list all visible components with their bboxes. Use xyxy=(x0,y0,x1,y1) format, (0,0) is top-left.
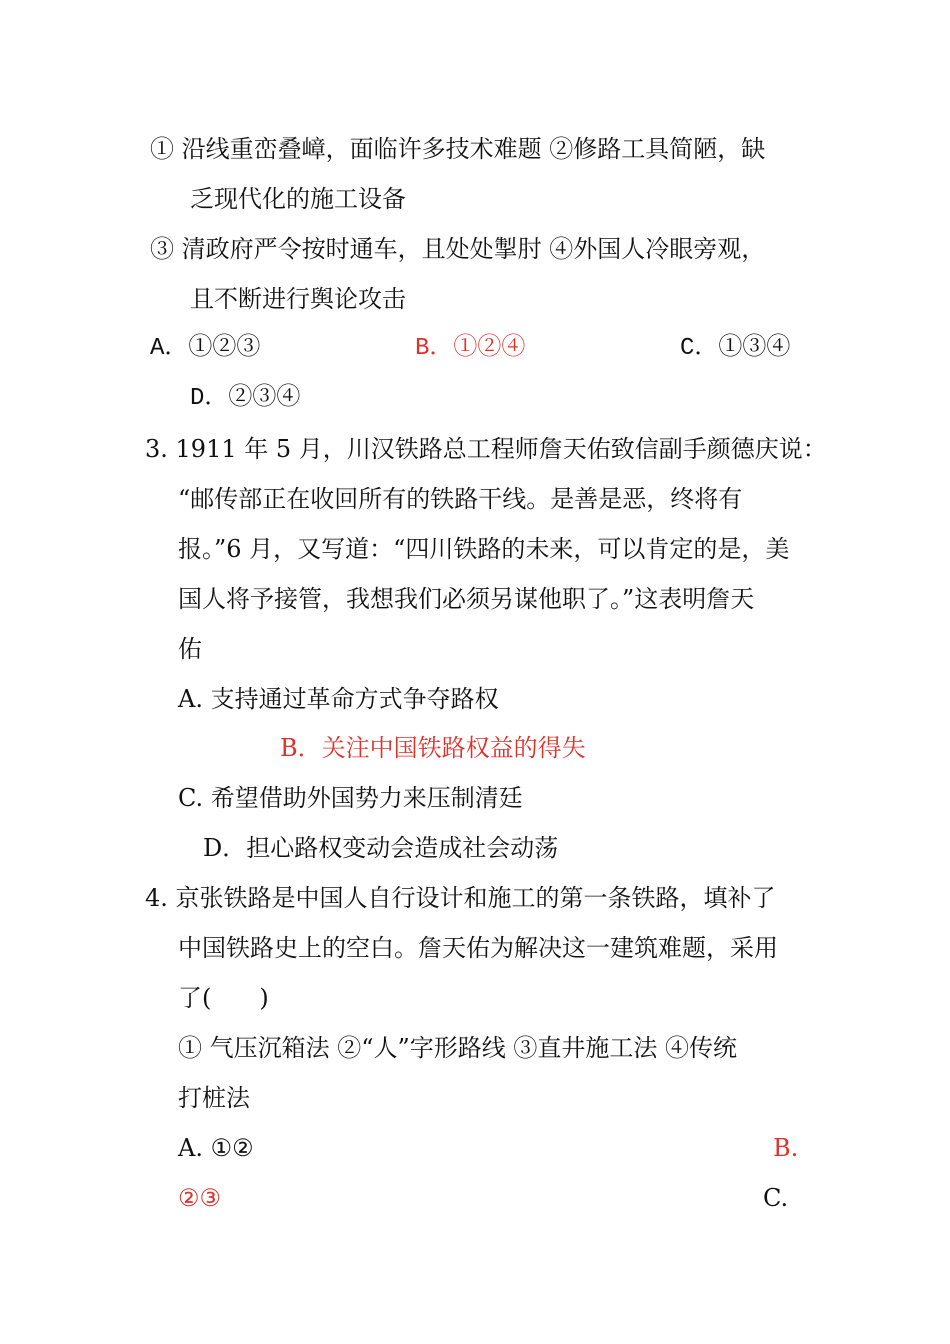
q2-option-a: A．①②③ xyxy=(150,335,261,362)
q3-stem-line-4: 国人将予接管，我想我们必须另谋他职了。”这表明詹天 xyxy=(178,585,755,613)
q3-option-a: A. 支持通过革命方式争夺路权 xyxy=(178,685,499,713)
q4-stem-line-4: ① 气压沉箱法 ②“人”字形路线 ③直井施工法 ④传统 xyxy=(178,1034,738,1062)
q2-option-b-answer: B．①②④ xyxy=(415,335,526,362)
q4-stem-line-1: 4. 京张铁路是中国人自行设计和施工的第一条铁路，填补了 xyxy=(145,884,776,912)
q3-stem-line-1: 3. 1911 年 5 月，川汉铁路总工程师詹天佑致信副手颜德庆说： xyxy=(145,435,827,463)
q3-option-b-answer: B．关注中国铁路权益的得失 xyxy=(280,734,586,762)
q2-stem-line-3: ③ 清政府严令按时通车，且处处掣肘 ④外国人冷眼旁观， xyxy=(150,235,766,263)
q2-stem-line-2: 乏现代化的施工设备 xyxy=(190,185,406,213)
q2-stem-line-1: ① 沿线重峦叠嶂，面临许多技术难题 ②修路工具简陋，缺 xyxy=(150,135,766,163)
q4-option-b-label: B. xyxy=(773,1134,799,1162)
q2-stem-line-4: 且不断进行舆论攻击 xyxy=(190,285,406,313)
q3-option-c: C. 希望借助外国势力来压制清廷 xyxy=(178,784,523,812)
q2-option-c: C．①③④ xyxy=(680,335,791,362)
q4-stem-line-5: 打桩法 xyxy=(178,1084,250,1112)
q3-option-d: D．担心路权变动会造成社会动荡 xyxy=(203,834,559,862)
q2-option-d: D．②③④ xyxy=(190,385,301,412)
q4-stem-line-2: 中国铁路史上的空白。詹天佑为解决这一建筑难题，采用 xyxy=(178,934,778,962)
q4-option-b-value: ②③ xyxy=(178,1184,222,1212)
q3-stem-line-3: 报。”6 月，又写道：“四川铁路的未来，可以肯定的是，美 xyxy=(178,535,790,563)
q4-option-c-label: C. xyxy=(763,1184,789,1212)
q4-stem-line-3: 了( ) xyxy=(178,984,269,1012)
q3-stem-line-2: “邮传部正在收回所有的铁路干线。是善是恶，终将有 xyxy=(178,485,743,513)
q4-option-a: A. ①② xyxy=(178,1134,254,1162)
q3-stem-line-5: 佑 xyxy=(178,635,202,663)
